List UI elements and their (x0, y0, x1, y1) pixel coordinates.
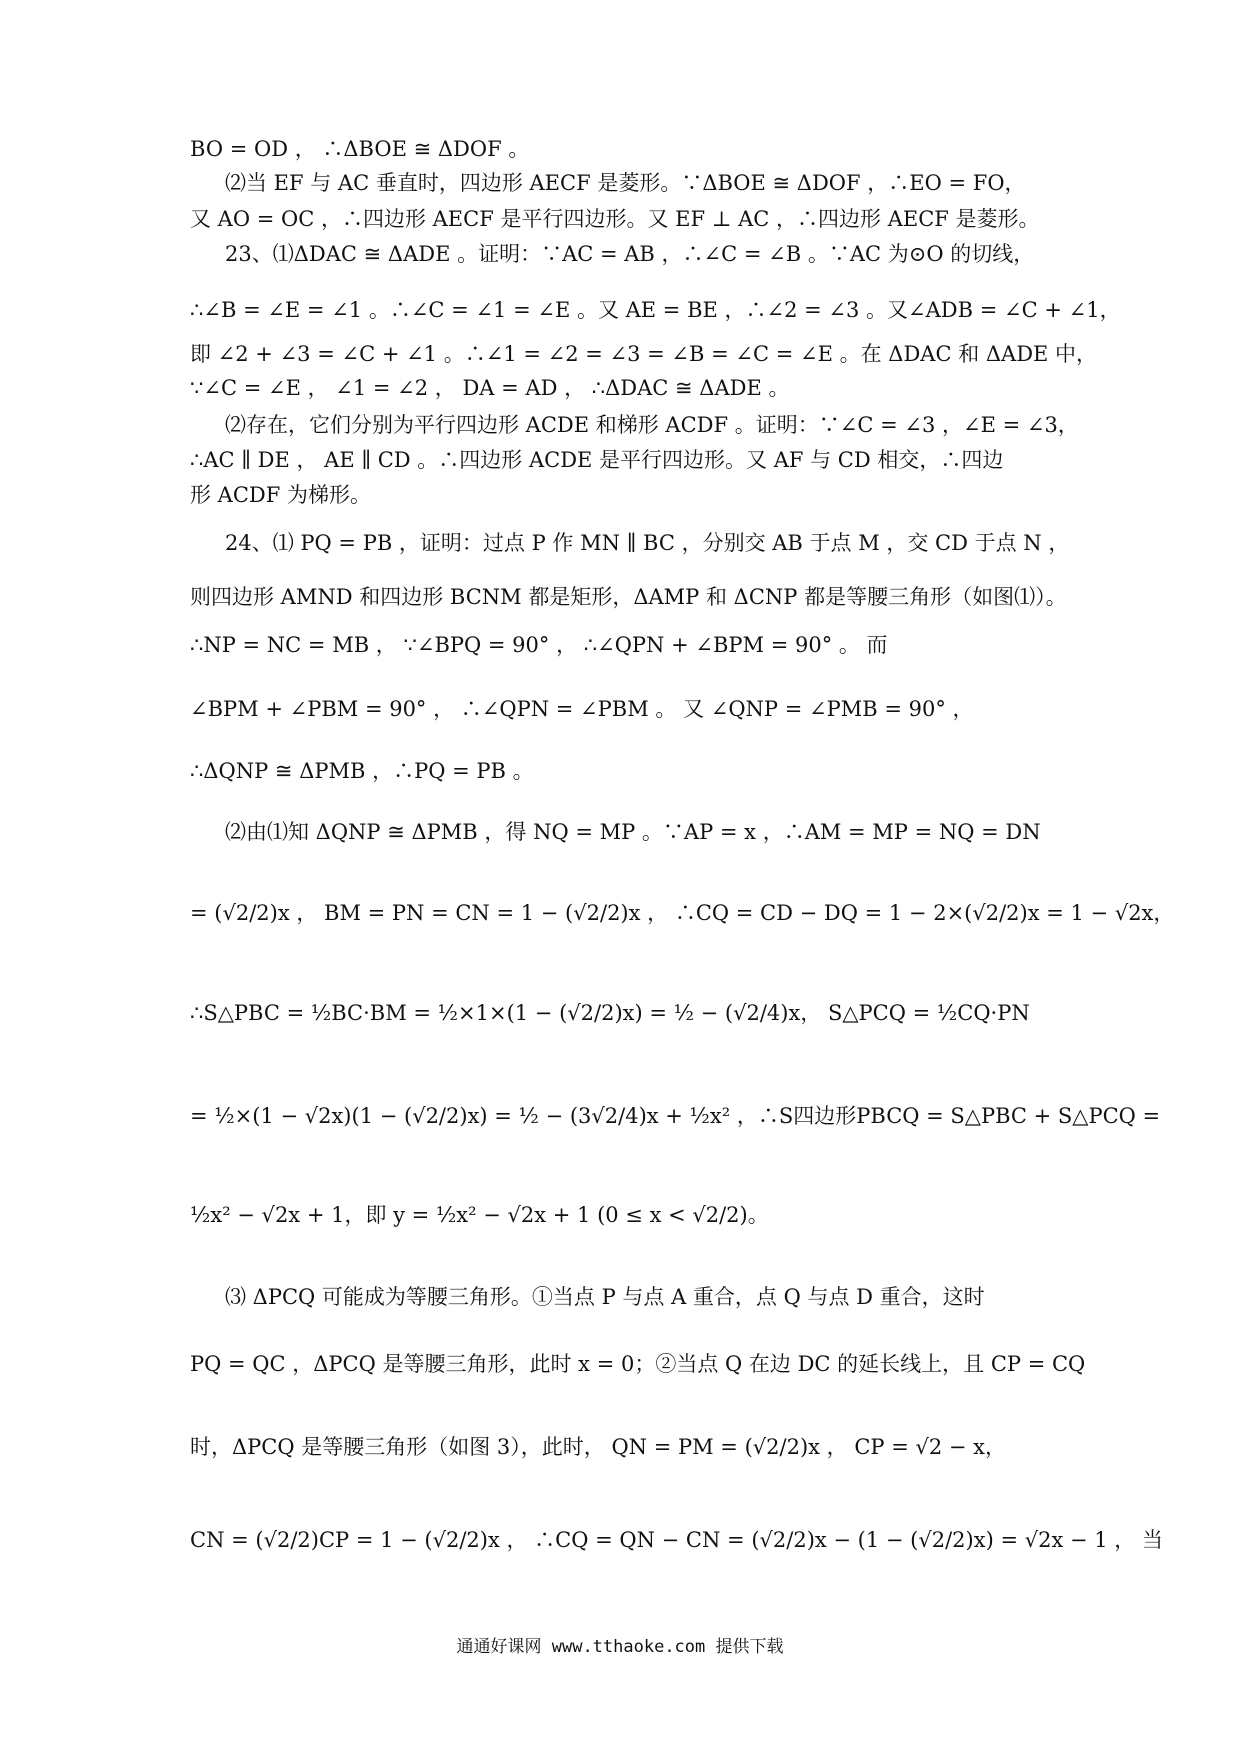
text-line: ⑶ ΔPCQ 可能成为等腰三角形。①当点 P 与点 A 重合，点 Q 与点 D 重合，这时 (225, 1285, 985, 1309)
text-line: ⑵存在，它们分别为平行四边形 ACDE 和梯形 ACDF 。证明：∵∠C = ∠3 ，∠E = ∠3， (225, 413, 1079, 437)
text-line: = ½×(1 − √2x)(1 − (√2/2)x) = ½ − (3√2/4)x + ½x² ，∴S四边形PBCQ = S△PBC + S△PCQ = (190, 1104, 1161, 1128)
text-line: ∴∠B = ∠E = ∠1 。∴∠C = ∠1 = ∠E 。又 AE = BE ，∴∠2 = ∠3 。又∠ADB = ∠C + ∠1， (190, 298, 1121, 322)
text-line: 23、⑴ΔDAC ≅ ΔADE 。证明：∵AC = AB ，∴∠C = ∠B 。∵AC 为⊙O 的切线， (225, 242, 1035, 266)
text-line: ⑵当 EF 与 AC 垂直时，四边形 AECF 是菱形。∵ΔBOE ≅ ΔDOF ，∴EO = FO， (225, 171, 1026, 195)
text-line: ∵∠C = ∠E ， ∠1 = ∠2 ， DA = AD ， ∴ΔDAC ≅ ΔADE 。 (190, 376, 790, 400)
text-line: BO = OD ， ∴ΔBOE ≅ ΔDOF 。 (190, 137, 530, 161)
page-footer: 通通好课网 www.tthaoke.com 提供下载 (456, 1637, 784, 1657)
text-line: PQ = QC ，ΔPCQ 是等腰三角形，此时 x = 0；②当点 Q 在边 DC 的延长线上，且 CP = CQ (190, 1352, 1086, 1376)
text-line: 则四边形 AMND 和四边形 BCNM 都是矩形，ΔAMP 和 ΔCNP 都是等腰三角形（如图⑴）。 (190, 585, 1067, 609)
text-line: ∠BPM + ∠PBM = 90° ， ∴∠QPN = ∠PBM 。 又 ∠QNP = ∠PMB = 90° ， (190, 697, 974, 721)
text-line: ∴ΔQNP ≅ ΔPMB ，∴PQ = PB 。 (190, 759, 534, 783)
text-line: ∴NP = NC = MB ， ∵∠BPQ = 90° ， ∴∠QPN + ∠BPM = 90° 。 而 (190, 633, 888, 657)
text-line: = (√2/2)x ， BM = PN = CN = 1 − (√2/2)x ， ∴CQ = CD − DQ = 1 − 2×(√2/2)x = 1 − √2x， (190, 901, 1175, 925)
text-line: 即 ∠2 + ∠3 = ∠C + ∠1 。∴∠1 = ∠2 = ∠3 = ∠B = ∠C = ∠E 。在 ΔDAC 和 ΔADE 中， (190, 342, 1098, 366)
text-line: 形 ACDF 为梯形。 (190, 483, 371, 507)
text-line: ⑵由⑴知 ΔQNP ≅ ΔPMB ，得 NQ = MP 。∵AP = x ，∴AM = MP = NQ = DN (225, 820, 1041, 844)
text-line: 时，ΔPCQ 是等腰三角形（如图 3），此时， QN = PM = (√2/2)x ， CP = √2 − x， (190, 1435, 1007, 1459)
text-line: CN = (√2/2)CP = 1 − (√2/2)x ， ∴CQ = QN − CN = (√2/2)x − (1 − (√2/2)x) = √2x − 1 ， 当 (190, 1528, 1163, 1552)
text-line: ∴AC ∥ DE ， AE ∥ CD 。∴四边形 ACDE 是平行四边形。又 AF 与 CD 相交，∴四边 (190, 448, 1004, 472)
text-line: 24、⑴ PQ = PB ，证明：过点 P 作 MN ∥ BC ，分别交 AB 于点 M ，交 CD 于点 N ， (225, 531, 1070, 555)
text-line: ∴S△PBC = ½BC·BM = ½×1×(1 − (√2/2)x) = ½ − (√2/4)x， S△PCQ = ½CQ·PN (190, 1001, 1030, 1025)
text-line: ½x² − √2x + 1，即 y = ½x² − √2x + 1 (0 ≤ x < √2/2)。 (190, 1203, 769, 1227)
text-line: 又 AO = OC ，∴四边形 AECF 是平行四边形。又 EF ⊥ AC ，∴四边形 AECF 是菱形。 (190, 207, 1040, 231)
